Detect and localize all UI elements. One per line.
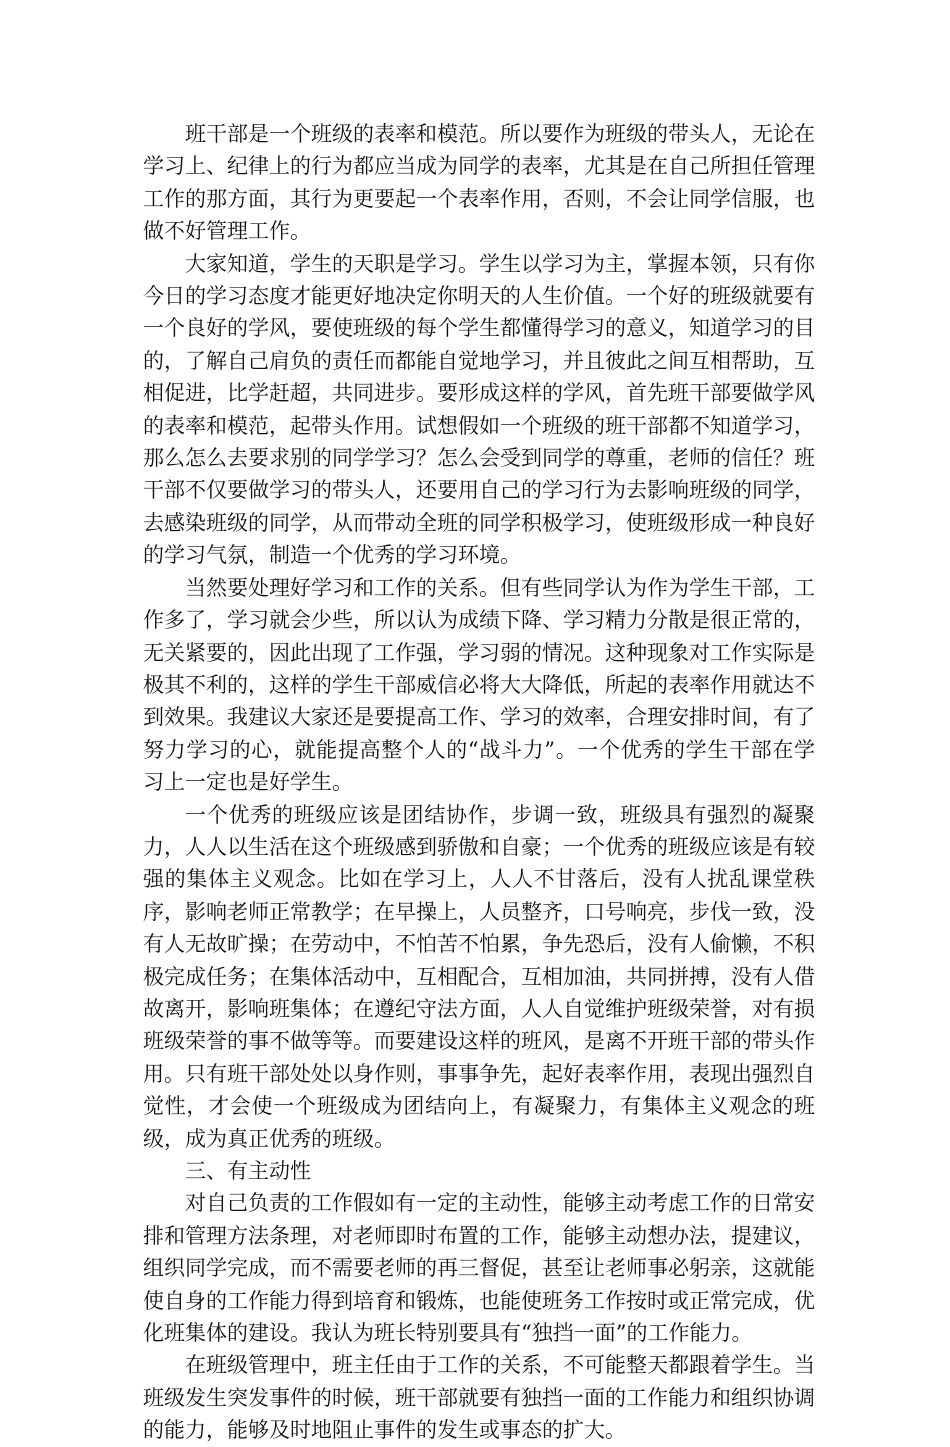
paragraph-study-style: 大家知道，学生的天职是学习。学生以学习为主，掌握本领，只有你今日的学习态度才能更好地决定你明天的人生价值。一个好的班级就要有一个良好的学风，要使班级的每个学生都懂得学习的意义，知道学习的目的，了解自己肩负的责任而都能自觉地学习，并且彼此之间互相帮助，互相促进，比学赶超，共同进步。要形成这样的学风，首先班干部要做学风的表率和模范，起带头作用。试想假如一个班级的班干部都不知道学习，那么怎么去要求别的同学学习？怎么会受到同学的尊重，老师的信任？班干部不仅要做学习的带头人，还要用自己的学习行为去影响班级的同学，去感染班级的同学，从而带动全班的同学积极学习，使班级形成一种良好的学习气氛，制造一个优秀的学习环境。 bbox=[143, 251, 815, 568]
section-heading-initiative: 三、有主动性 bbox=[185, 1159, 311, 1183]
paragraph-role-model: 班干部是一个班级的表率和模范。所以要作为班级的带头人，无论在学习上、纪律上的行为都应当成为同学的表率，尤其是在自己所担任管理工作的那方面，其行为更要起一个表率作用，否则，不会让同学信服，也做不好管理工作。 bbox=[143, 122, 815, 244]
paragraph-study-work-balance: 当然要处理好学习和工作的关系。但有些同学认为作为学生干部，工作多了，学习就会少些，所以认为成绩下降、学习精力分散是很正常的，无关紧要的，因此出现了工作强，学习弱的情况。这种现象对工作实际是极其不利的，这样的学生干部威信必将大大降低，所起的表率作用就达不到效果。我建议大家还是要提高工作、学习的效率，合理安排时间，有了努力学习的心，就能提高整个人的“战斗力”。一个优秀的学生干部在学习上一定也是好学生。 bbox=[143, 575, 815, 795]
paragraph-class-cohesion: 一个优秀的班级应该是团结协作，步调一致，班级具有强烈的凝聚力，人人以生活在这个班级感到骄傲和自豪；一个优秀的班级应该是有较强的集体主义观念。比如在学习上，人人不甘落后，没有人扰乱课堂秩序，影响老师正常教学；在早操上，人员整齐，口号响亮，步伐一致，没有人无故旷操；在劳动中，不怕苦不怕累，争先恐后，没有人偷懒，不积极完成任务；在集体活动中，互相配合，互相加油，共同拼搏，没有人借故离开，影响班集体；在遵纪守法方面，人人自觉维护班级荣誉，对有损班级荣誉的事不做等等。而要建设这样的班风，是离不开班干部的带头作用。只有班干部处处以身作则，事事争先，起好表率作用，表现出强烈自觉性，才会使一个班级成为团结向上，有凝聚力，有集体主义观念的班级，成为真正优秀的班级。 bbox=[143, 802, 815, 1151]
paragraph-initiative: 对自己负责的工作假如有一定的主动性，能够主动考虑工作的日常安排和管理方法条理，对老师即时布置的工作，能够主动想办法，提建议，组织同学完成，而不需要老师的再三督促，甚至让老师事必躬亲，这就能使自身的工作能力得到培育和锻炼，也能使班务工作按时或正常完成，优化班集体的建设。我认为班长特别要具有“独挡一面”的工作能力。 bbox=[143, 1191, 815, 1346]
paragraph-class-management: 在班级管理中，班主任由于工作的关系，不可能整天都跟着学生。当班级发生突发事件的时候，班干部就要有独挡一面的工作能力和组织协调的能力，能够及时地阻止事件的发生或事态的扩大。 bbox=[143, 1353, 815, 1443]
document-body bbox=[143, 118, 815, 1447]
